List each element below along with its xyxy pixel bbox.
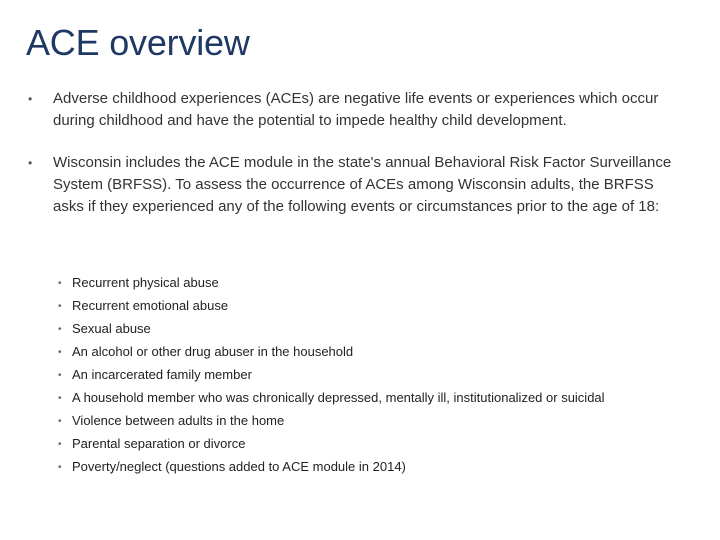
- ace-event-item: [58, 320, 658, 337]
- ace-event-text: Recurrent emotional abuse: [72, 298, 229, 313]
- ace-event-item: [58, 343, 658, 360]
- ace-event-text: An incarcerated family member: [72, 367, 252, 382]
- bullet-icon: •: [58, 324, 62, 335]
- bullet-text: Wisconsin includes the ACE module in the state's annual Behavioral Risk Factor Surveillance System (BRFSS). To assess the occurrence of ACEs among Wisconsin adults, the BRFSS asks if they experienced any of the following events or circumstances prior to the age of 18:: [53, 154, 672, 215]
- bullet-icon: •: [58, 439, 62, 450]
- ace-event-text: Poverty/neglect (questions added to ACE module in 2014): [72, 459, 406, 474]
- slide-title: ACE overview: [26, 22, 250, 63]
- ace-event-item: [58, 458, 658, 475]
- main-bullet-item: [28, 152, 688, 218]
- bullet-icon: •: [58, 462, 62, 473]
- ace-event-item: [58, 366, 658, 383]
- bullet-icon: •: [58, 416, 62, 427]
- ace-event-text: Sexual abuse: [72, 321, 151, 336]
- ace-events-list: [58, 274, 658, 481]
- ace-event-item: [58, 274, 658, 291]
- ace-event-text: An alcohol or other drug abuser in the household: [72, 344, 354, 359]
- main-bullet-list: [28, 88, 688, 218]
- bullet-text: Adverse childhood experiences (ACEs) are negative life events or experiences which occur during childhood and have the potential to impede healthy child development.: [53, 90, 659, 129]
- bullet-icon: •: [58, 301, 62, 312]
- ace-event-text: A household member who was chronically depressed, mentally ill, institutionalized or suicidal: [72, 390, 605, 405]
- ace-event-item: [58, 389, 658, 406]
- bullet-icon: •: [28, 156, 33, 170]
- ace-event-item: [58, 297, 658, 314]
- ace-event-item: [58, 412, 658, 429]
- bullet-icon: •: [58, 278, 62, 289]
- bullet-icon: •: [58, 393, 62, 404]
- ace-event-item: [58, 435, 658, 452]
- main-bullet-item: [28, 88, 688, 132]
- ace-event-text: Violence between adults in the home: [72, 413, 285, 428]
- bullet-icon: •: [58, 370, 62, 381]
- bullet-icon: •: [58, 347, 62, 358]
- ace-event-text: Recurrent physical abuse: [72, 275, 219, 290]
- bullet-icon: •: [28, 92, 33, 106]
- ace-event-text: Parental separation or divorce: [72, 436, 246, 451]
